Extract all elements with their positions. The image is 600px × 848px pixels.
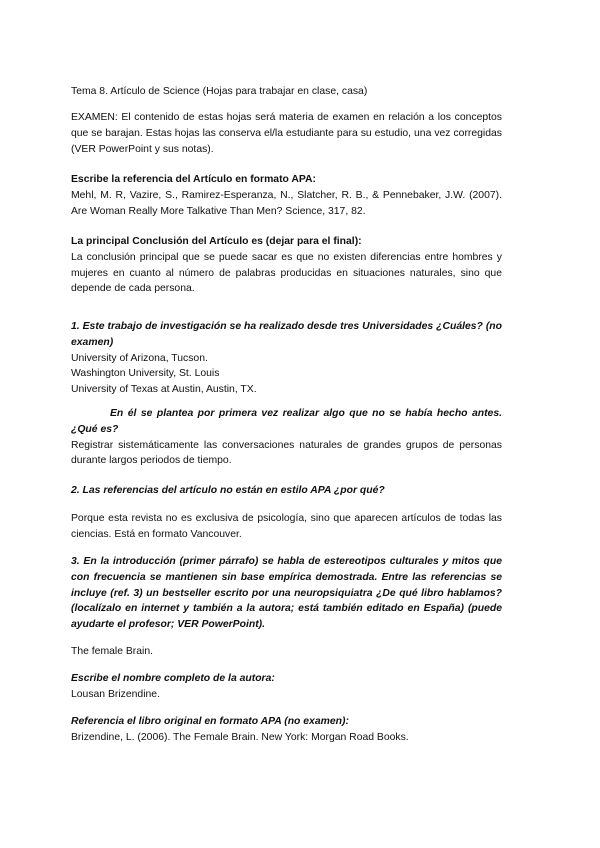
book-reference-question: Referencia el libro original en formato APA (no examen): — [71, 716, 349, 727]
question-1b: En él se plantea por primera vez realizar algo que no se había hecho antes. ¿Qué es? — [71, 408, 502, 435]
author-section — [71, 671, 502, 703]
conclusion-section — [71, 234, 502, 297]
apa-reference-answer: Mehl, M. R, Vazire, S., Ramirez-Esperanza, N., Slatcher, R. B., & Pennebaker, J.W. (2007). Are Woman Really More Talkative Than Men? Science, 317, 82. — [71, 189, 502, 217]
university-item: Washington University, St. Louis — [71, 368, 220, 380]
question-1b-answer: Registrar sistemáticamente las conversaciones naturales de grandes grupos de personas durante largos periodos de tiempo. — [71, 439, 502, 467]
question-2-answer: Porque esta revista no es exclusiva de psicología, sino que aparecen artículos de todas las ciencias. Está en formato Vancouver. — [71, 513, 502, 540]
apa-reference-section — [71, 172, 502, 219]
conclusion-heading: La principal Conclusión del Artículo es (dejar para el final): — [71, 236, 362, 247]
book-reference-answer: Brizendine, L. (2006). The Female Brain. New York: Morgan Road Books. — [71, 731, 409, 743]
university-item: University of Texas at Austin, Austin, TX. — [71, 384, 257, 396]
exam-note: EXAMEN: El contenido de estas hojas será materia de examen en relación a los conceptos que se barajan. Estas hojas las conserva el/la estudiante para su estudio, una vez corregidas (VER PowerPoint y sus notas). — [71, 112, 502, 155]
author-question: Escribe el nombre completo de la autora: — [71, 673, 275, 684]
question-1b-section — [71, 406, 502, 469]
author-answer: Lousan Brizendine. — [71, 688, 160, 700]
apa-reference-heading: Escribe la referencia del Artículo en formato APA: — [71, 174, 317, 185]
question-3: 3. En la introducción (primer párrafo) se habla de estereotipos culturales y mitos que con frecuencia se mantienen sin base empírica demostrada. Entre las referencias se incluye (ref. 3) un bestseller escrito por una neuropsiquiatra ¿De qué libro hablamos? (localízalo en internet y también a la autora; está también editado en España) (puede ayudarte el profesor; VER PowerPoint). — [71, 556, 502, 631]
book-reference-section — [71, 714, 502, 746]
question-1: 1. Este trabajo de investigación se ha realizado desde tres Universidades ¿Cuáles? (no examen) — [71, 321, 502, 348]
conclusion-answer: La conclusión principal que se puede sacar es que no existen diferencias entre hombres y mujeres en cuanto al número de palabras producidas en situaciones naturales, sino que depende de cada persona. — [71, 251, 502, 295]
university-item: University of Arizona, Tucson. — [71, 352, 208, 364]
question-3-answer: The female Brain. — [71, 646, 154, 657]
question-2: 2. Las referencias del artículo no están en estilo APA ¿por qué? — [71, 485, 385, 496]
document-title: Tema 8. Artículo de Science (Hojas para trabajar en clase, casa) — [71, 86, 368, 97]
question-1-section — [71, 319, 502, 398]
